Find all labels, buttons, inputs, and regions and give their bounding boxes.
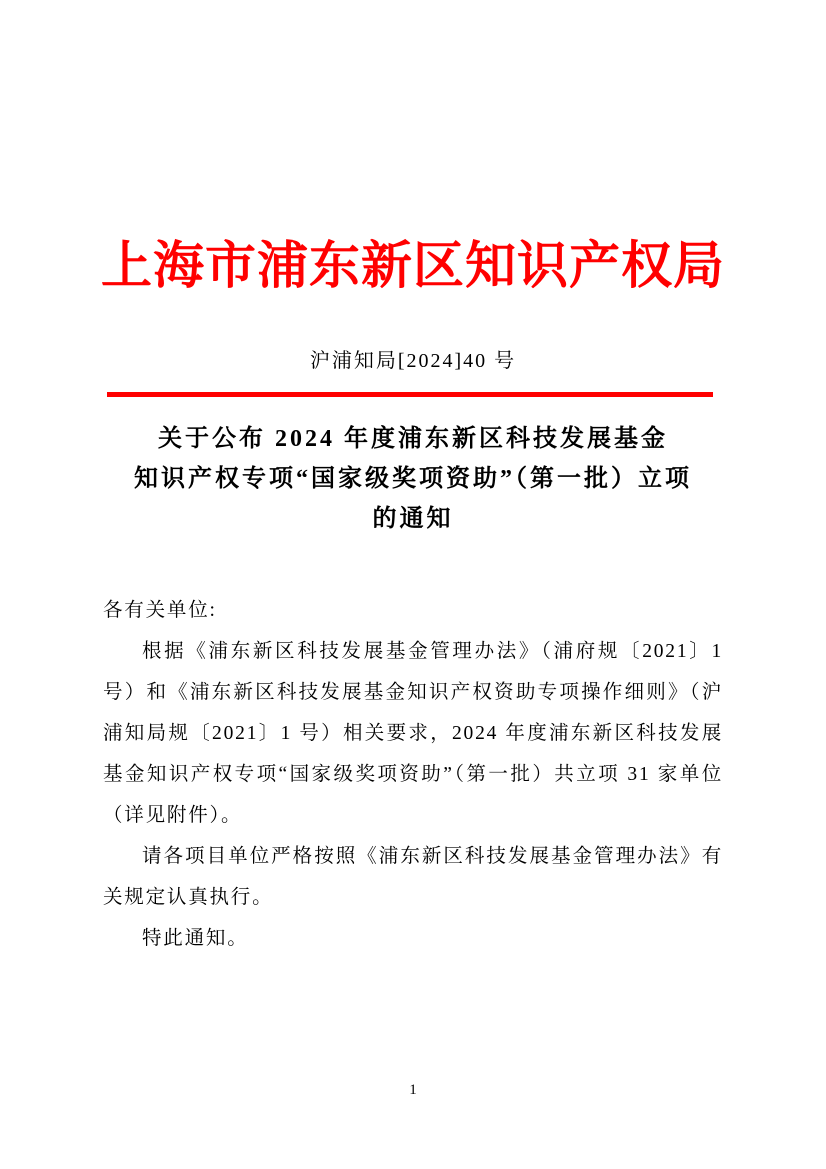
agency-name-title: 上海市浦东新区知识产权局 [100, 239, 725, 295]
page-number: 1 [409, 1082, 417, 1098]
notice-body [103, 590, 723, 959]
notice-title-line-3: 的通知 [372, 506, 454, 532]
salutation: 各有关单位: [103, 600, 217, 621]
body-paragraph-1: 根据《浦东新区科技发展基金管理办法》（浦府规〔2021〕1 号）和《浦东新区科技发展基金知识产权资助专项操作细则》（沪浦知局规〔2021〕1 号）相关要求，2024 年度浦东新区科技发展基金知识产权专项“国家级奖项资助”（第一批）共立项 31 家单位（详见附件）。 [103, 641, 723, 826]
notice-title-line-2: 知识产权专项“国家级奖项资助”（第一批）立项 [134, 466, 692, 492]
body-paragraph-2: 请各项目单位严格按照《浦东新区科技发展基金管理办法》有关规定认真执行。 [103, 846, 723, 908]
notice-title-line-1: 关于公布 2024 年度浦东新区科技发展基金 [158, 426, 668, 452]
red-divider-line [107, 392, 713, 397]
body-paragraph-3: 特此通知。 [142, 928, 249, 949]
page-footer [0, 1080, 826, 1100]
notice-title [63, 419, 763, 539]
document-number: 沪浦知局[2024]40 号 [309, 350, 517, 372]
